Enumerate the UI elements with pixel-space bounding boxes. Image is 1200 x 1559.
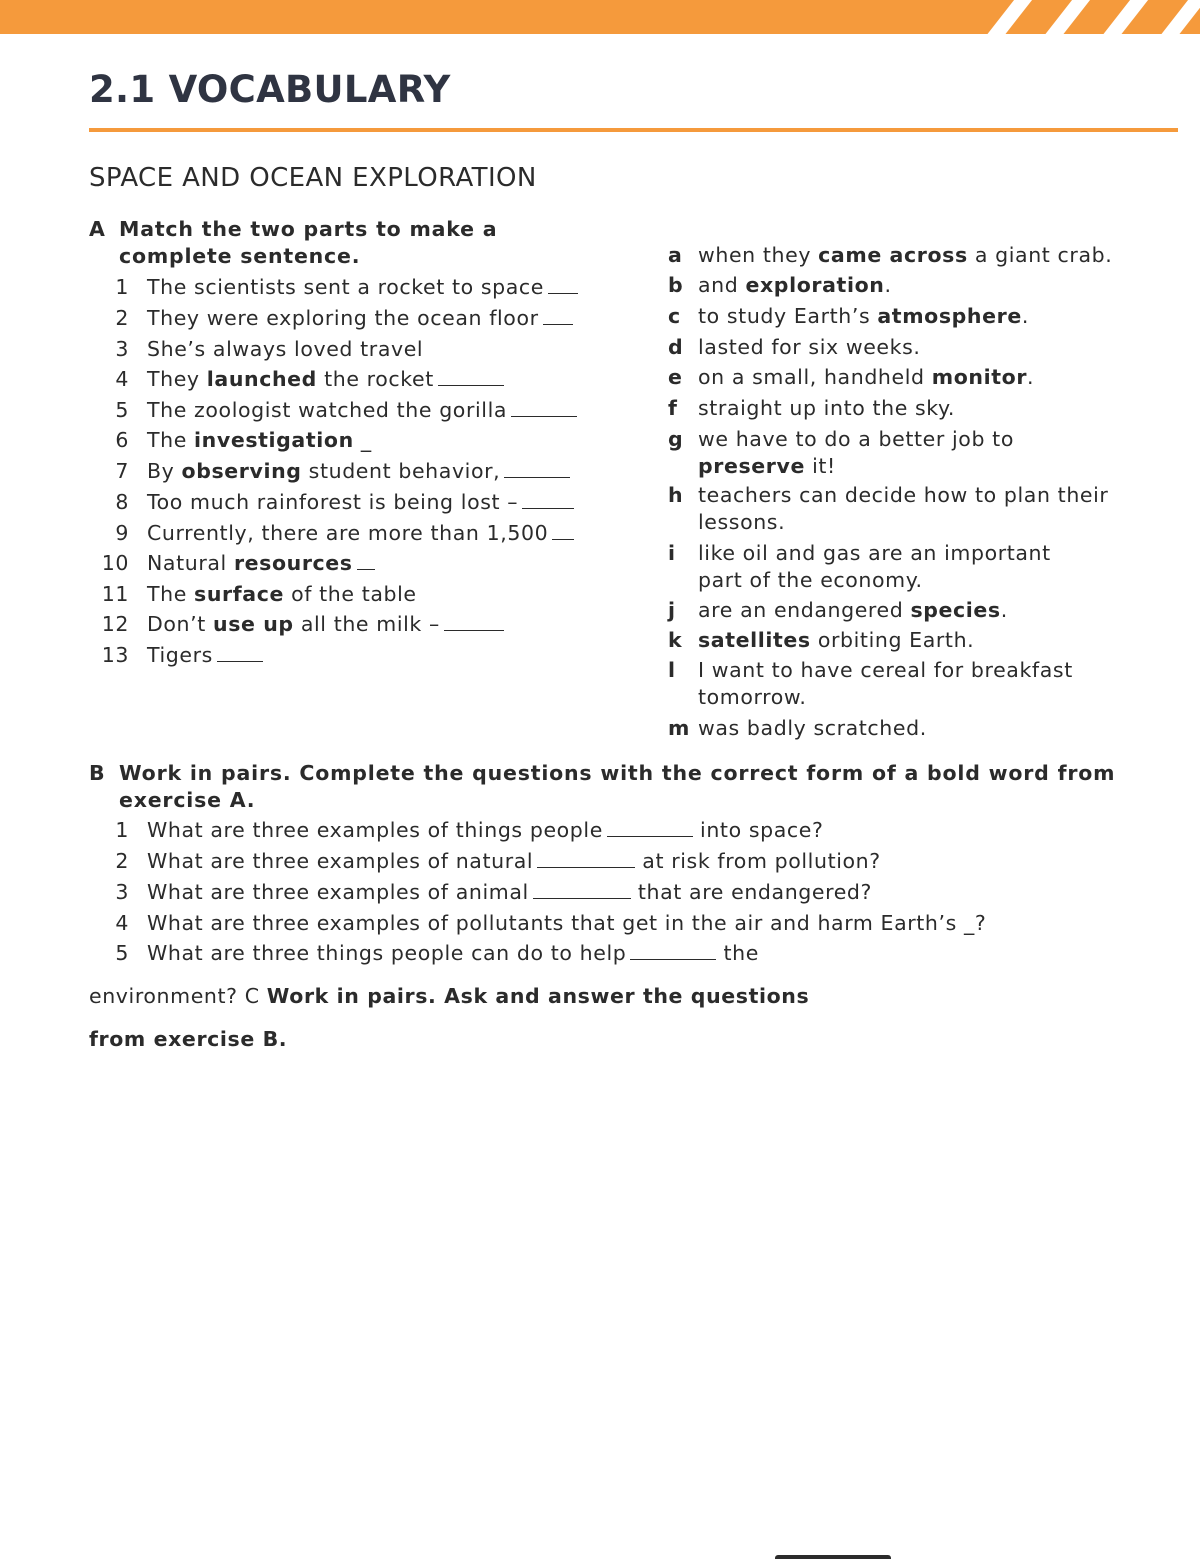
exercise-instruction: Match the two parts to make a complete sentence. [119, 217, 498, 268]
text-fragment: The zoologist watched the gorilla [147, 398, 508, 422]
item-letter: f [668, 396, 678, 420]
item-text [147, 397, 577, 424]
item-number: 3 [115, 880, 129, 904]
item-text [698, 657, 1138, 711]
text-fragment: . [1021, 304, 1029, 328]
answer-blank[interactable] [630, 941, 716, 960]
item-number: 1 [115, 275, 129, 299]
bold-vocab-word: use up [213, 612, 294, 636]
text-fragment: at risk from pollution? [635, 849, 881, 873]
item-number: 12 [101, 612, 129, 636]
item-text [147, 581, 417, 608]
item-text [698, 334, 1168, 361]
item-number: 4 [115, 911, 129, 935]
item-text [147, 458, 570, 485]
text-fragment: when they [698, 243, 819, 267]
text-fragment: we have to do a better job to [698, 427, 1014, 451]
answer-blank[interactable] [533, 880, 631, 899]
item-text [698, 426, 1048, 480]
item-text [698, 242, 1168, 269]
item-letter: k [668, 628, 683, 652]
bold-vocab-word: resources [233, 551, 353, 575]
question-text [147, 879, 872, 906]
page-title: 2.1 VOCABULARY [89, 68, 451, 111]
item-text [147, 366, 504, 393]
question-text [147, 910, 986, 937]
answer-blank[interactable] [511, 398, 577, 417]
stripe-decoration [1097, 0, 1153, 34]
question-text [147, 940, 759, 967]
text-fragment: it! [804, 454, 836, 478]
item-letter: h [668, 483, 684, 507]
text-fragment: of the table [283, 582, 417, 606]
item-number: 10 [101, 551, 129, 575]
item-number: 2 [115, 849, 129, 873]
text-fragment: What are three things people can do to help [147, 941, 627, 965]
item-text [147, 520, 574, 547]
text-fragment: What are three examples of animal [147, 880, 529, 904]
stripe-decoration [1039, 0, 1095, 34]
text-fragment: _ [353, 428, 372, 452]
item-text [147, 611, 504, 638]
item-text [698, 540, 1078, 594]
section-subtitle: SPACE AND OCEAN EXPLORATION [89, 163, 537, 193]
text-fragment: . [884, 273, 892, 297]
item-number: 7 [115, 459, 129, 483]
text-fragment: I want to have cereal for breakfast tomorrow. [698, 658, 1073, 709]
text-fragment: and [698, 273, 746, 297]
text-fragment: the rocket [316, 367, 434, 391]
continued-text: environment? C [89, 984, 267, 1008]
item-letter: d [668, 335, 684, 359]
exercise-instruction: Work in pairs. Complete the questions with the correct form of a bold word from exercise A. [119, 761, 1116, 812]
bold-vocab-word: species [910, 598, 1001, 622]
item-letter: g [668, 427, 684, 451]
stripe-decoration [1155, 0, 1200, 34]
item-letter: l [668, 658, 676, 682]
answer-blank[interactable] [543, 306, 573, 325]
item-letter: b [668, 273, 684, 297]
text-fragment: They [147, 367, 207, 391]
item-text [698, 395, 1168, 422]
text-fragment: a giant crab. [967, 243, 1113, 267]
bold-vocab-word: monitor [931, 365, 1028, 389]
item-text [147, 274, 578, 301]
item-text [698, 597, 1168, 624]
answer-blank[interactable] [522, 490, 574, 509]
text-fragment: Tigers [147, 643, 213, 667]
top-accent-bar [0, 0, 1200, 34]
item-letter: a [668, 243, 683, 267]
item-text [698, 364, 1168, 391]
item-text [698, 715, 1168, 742]
answer-blank[interactable] [357, 551, 375, 570]
text-fragment: that are endangered? [630, 880, 873, 904]
item-number: 4 [115, 367, 129, 391]
item-text [698, 303, 1168, 330]
stripe-decoration [981, 0, 1037, 34]
text-fragment: are an endangered [698, 598, 911, 622]
exercise-b-heading [89, 760, 1149, 814]
item-text [147, 642, 263, 669]
exercise-letter: A [89, 217, 106, 241]
text-fragment: They were exploring the ocean floor [147, 306, 539, 330]
text-fragment: The [147, 428, 195, 452]
text-fragment: teachers can decide how to plan their lessons. [698, 483, 1109, 534]
exercise-c-line-2 [89, 1026, 287, 1053]
question-text [147, 848, 881, 875]
item-number: 5 [115, 398, 129, 422]
item-number: 9 [115, 521, 129, 545]
text-fragment: was badly scratched. [698, 716, 927, 740]
item-number: 6 [115, 428, 129, 452]
text-fragment: on a small, handheld [698, 365, 932, 389]
item-text [147, 550, 375, 577]
bold-vocab-word: observing [181, 459, 302, 483]
item-letter: j [668, 598, 676, 622]
item-letter: i [668, 541, 676, 565]
text-fragment: What are three examples of pollutants that get in the air and harm Earth’s _? [147, 911, 987, 935]
exercise-c-instruction-cont: from exercise B. [89, 1027, 288, 1051]
answer-blank[interactable] [537, 849, 635, 868]
text-fragment: Don’t [147, 612, 213, 636]
exercise-a-heading [89, 216, 539, 270]
text-fragment: . [1027, 365, 1035, 389]
answer-blank[interactable] [552, 521, 574, 540]
text-fragment: What are three examples of natural [147, 849, 534, 873]
item-text [147, 427, 372, 454]
text-fragment: Too much rainforest is being lost – [147, 490, 519, 514]
exercise-c-line-1 [89, 983, 809, 1010]
exercise-c-instruction: Work in pairs. Ask and answer the questions [266, 984, 810, 1008]
text-fragment: straight up into the sky. [698, 396, 955, 420]
item-number: 5 [115, 941, 129, 965]
answer-blank[interactable] [548, 275, 578, 294]
item-text [147, 336, 423, 363]
text-fragment: By [147, 459, 182, 483]
answer-blank[interactable] [438, 367, 504, 386]
bold-vocab-word: launched [206, 367, 317, 391]
question-text [147, 817, 823, 844]
text-fragment: lasted for six weeks. [698, 335, 921, 359]
item-text [698, 482, 1138, 536]
item-letter: c [668, 304, 681, 328]
answer-blank[interactable] [607, 818, 693, 837]
item-number: 8 [115, 490, 129, 514]
title-divider [89, 128, 1178, 132]
answer-blank[interactable] [504, 459, 570, 478]
text-fragment: all the milk – [293, 612, 440, 636]
bold-vocab-word: surface [194, 582, 284, 606]
item-number: 11 [101, 582, 129, 606]
item-text [147, 305, 573, 332]
item-letter: m [668, 716, 690, 740]
bold-vocab-word: atmosphere [877, 304, 1022, 328]
bold-vocab-word: investigation [194, 428, 354, 452]
text-fragment: Natural [147, 551, 234, 575]
text-fragment: What are three examples of things people [147, 818, 603, 842]
bold-vocab-word: satellites [698, 628, 811, 652]
item-letter: e [668, 365, 683, 389]
text-fragment: the [716, 941, 759, 965]
exercise-letter: B [89, 761, 106, 785]
page-footer-tab [775, 1555, 891, 1559]
text-fragment: orbiting Earth. [810, 628, 975, 652]
item-number: 13 [101, 643, 129, 667]
item-text [698, 272, 1168, 299]
item-text [147, 489, 574, 516]
text-fragment: student behavior, [301, 459, 501, 483]
item-number: 2 [115, 306, 129, 330]
text-fragment: The [147, 582, 195, 606]
bold-vocab-word: came across [818, 243, 968, 267]
text-fragment: to study Earth’s [698, 304, 878, 328]
text-fragment: She’s always loved travel [147, 337, 424, 361]
text-fragment: into space? [692, 818, 824, 842]
item-number: 1 [115, 818, 129, 842]
bold-vocab-word: exploration [745, 273, 885, 297]
text-fragment: . [1000, 598, 1008, 622]
item-text [698, 627, 1168, 654]
answer-blank[interactable] [444, 612, 504, 631]
text-fragment: like oil and gas are an important part of the economy. [698, 541, 1051, 592]
text-fragment: The scientists sent a rocket to space [147, 275, 544, 299]
bold-vocab-word: preserve [698, 454, 805, 478]
text-fragment: Currently, there are more than 1,500 [147, 521, 549, 545]
answer-blank[interactable] [217, 643, 263, 662]
item-number: 3 [115, 337, 129, 361]
